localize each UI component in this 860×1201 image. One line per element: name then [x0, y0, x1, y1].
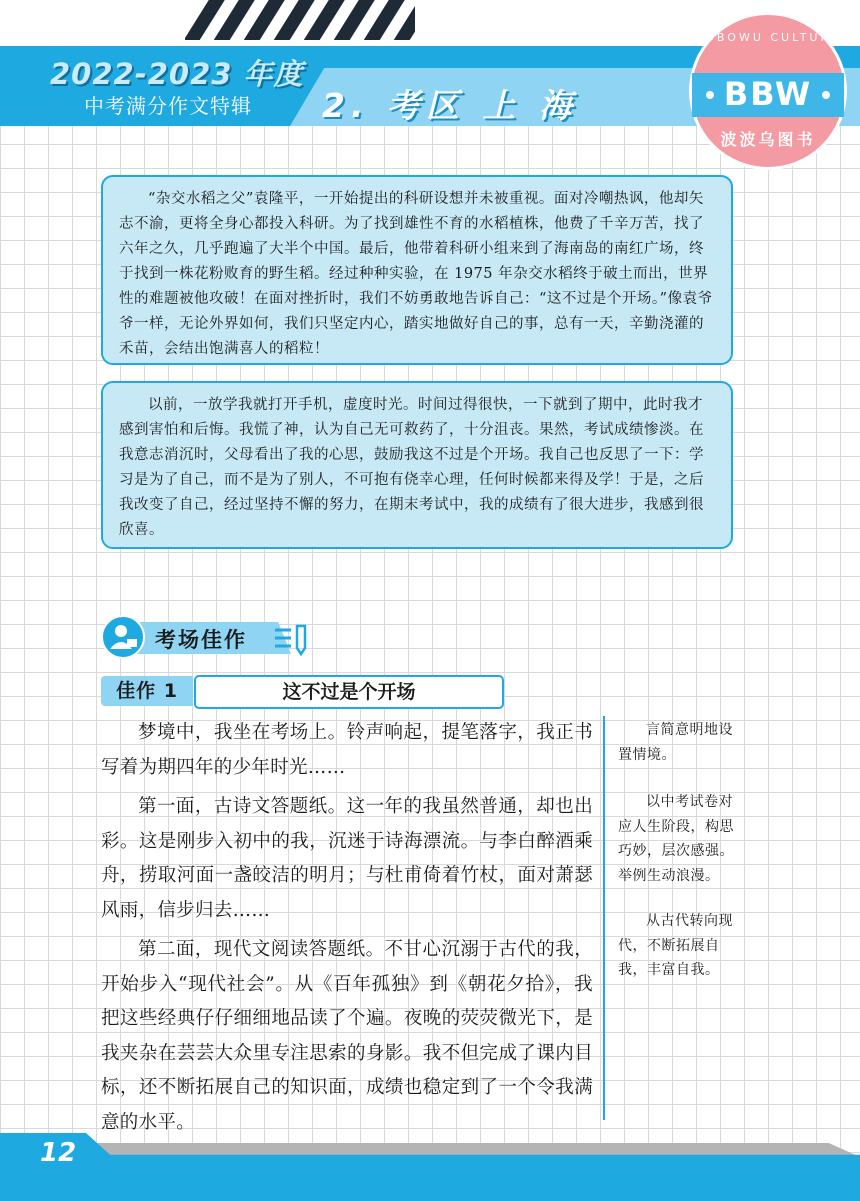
margin-notes [618, 718, 746, 1006]
example-box-1 [101, 175, 733, 365]
sub-title: 中考满分作文特辑 [84, 94, 252, 118]
badge-logo: BBW [723, 75, 813, 113]
essay-paragraph: 梦境中，我坐在考场上。铃声响起，提笔落字，我正书写着为期四年的少年时光…… [101, 722, 593, 778]
essay-paragraph: 第二面，现代文阅读答题纸。不甘心沉溺于古代的我，开始步入“现代社会”。从《百年孤独》到《朝花夕拾》，我把这些经典仔仔细细地品读了个遍。夜晚的荧荧微光下，是我夹杂在芸芸大众里专注思索的身影。我不但完成了课内目标，还不断拓展自己的知识面，成绩也稳定到了一个令我满意的水平。 [101, 939, 593, 1133]
example-box-2 [101, 381, 733, 549]
margin-note: 以中考试卷对应人生阶段，构思巧妙，层次感强。举例生动浪漫。 [618, 794, 734, 884]
region-title: 2. 考区 上 海 [322, 86, 578, 125]
pencil-lines-icon [273, 622, 313, 660]
margin-note: 从古代转向现代，不断拓展自我，丰富自我。 [618, 913, 733, 978]
section-title: 考场佳作 [155, 628, 247, 652]
margin-divider [603, 716, 605, 1120]
example-text-2: 以前，一放学我就打开手机，虚度时光。时间过得很快，一下就到了期中，此时我才感到害怕和后悔。我慌了神，认为自己无可救药了，十分沮丧。果然，考试成绩惨淡。在我意志消沉时，父母看出了我的心思，鼓励我这不过是个开场。我自己也反思了一下：学习是为了自己，而不是为了别人，不可抱有侥幸心理，任何时候都来得及学！于是，之后我改变了自己，经过坚持不懈的努力，在期末考试中，我的成绩有了很大进步，我感到很欣喜。 [119, 397, 704, 538]
student-icon [101, 615, 145, 659]
decorative-stripes [185, 0, 415, 40]
essay-paragraph: 第一面，古诗文答题纸。这一年的我虽然普通，却也出彩。这是刚步入初中的我，沉迷于诗海漂流。与李白醉酒乘舟，捞取河面一盏皎洁的明月；与杜甫倚着竹杖，面对萧瑟风雨，信步归去…… [101, 796, 593, 921]
publisher-badge [689, 12, 847, 170]
badge-bottom-text: 波波乌图书 [720, 130, 816, 149]
year-title: 2022-2023 年度 [50, 57, 304, 91]
essay-tag: 佳作 1 [101, 676, 193, 706]
margin-note: 言简意明地设置情境。 [618, 722, 733, 763]
badge-top-text: BOBOWU CULTURE [694, 31, 842, 44]
essay-title: 这不过是个开场 [194, 675, 504, 709]
example-text-1: “杂交水稻之父”袁隆平，一开始提出的科研设想并未被重视。面对冷嘲热讽，他却矢志不渝，更将全身心都投入科研。为了找到雄性不育的水稻植株，他费了千辛万苦，找了六年之久，几乎跑遍了大半个中国。最后，他带着科研小组来到了海南岛的南红广场，终于找到一株花粉败育的野生稻。经过种种实验，在 1975 年杂交水稻终于破土而出，世界性的难题被他攻破！在面对挫折时，我们不妨勇敢地告诉自己：“这不过是个开场。”像袁爷爷一样，无论外界如何，我们只坚定内心，踏实地做好自己的事，总有一天，辛勤浇灌的禾苗，会结出饱满喜人的稻粒！ [119, 191, 713, 357]
page-number: 12 [40, 1138, 77, 1168]
essay-body [101, 716, 593, 1145]
section-heading [101, 612, 321, 662]
